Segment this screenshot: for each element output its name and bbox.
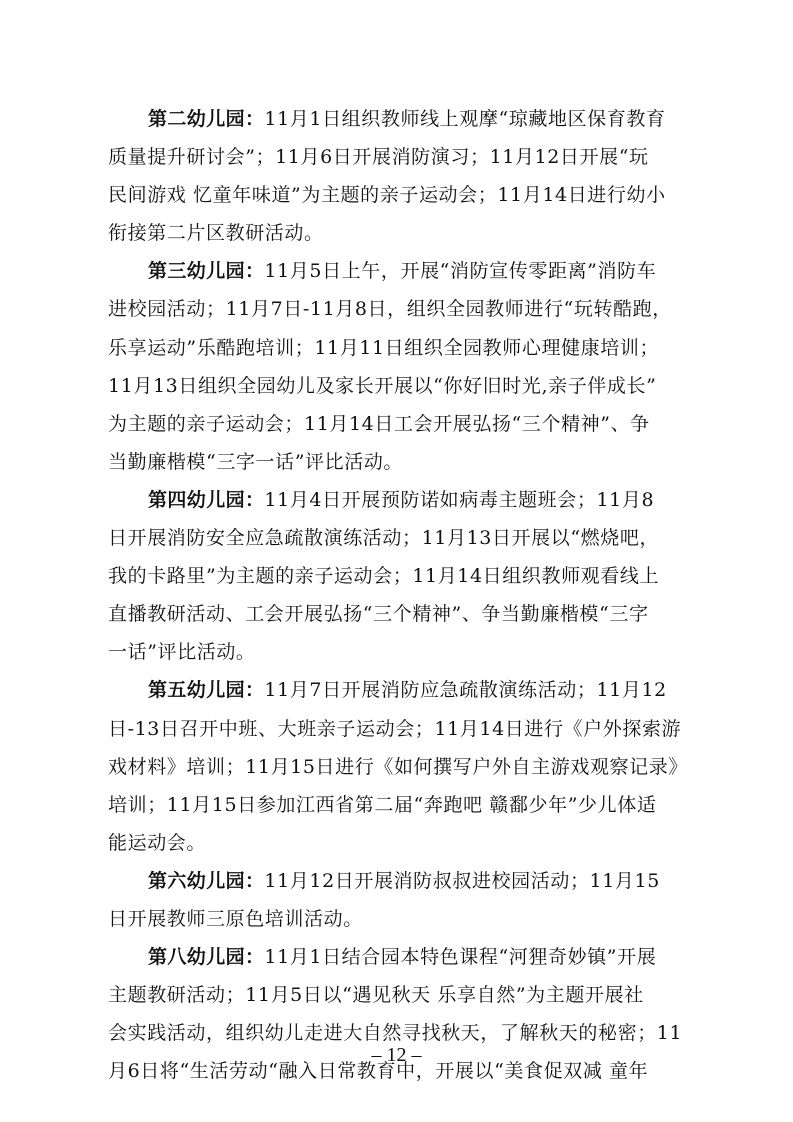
paragraph-line (108, 862, 708, 900)
paragraph-kindergarten-6 (108, 862, 708, 938)
paragraph-line: 为主题的亲子运动会；11月14日工会开展弘扬“三个精神”、争 (108, 412, 650, 435)
paragraph-line (108, 938, 708, 976)
paragraph-line: 衔接第二片区教研活动。 (108, 222, 324, 245)
paragraph-text: 11月7日开展消防应急疏散演练活动；11月12 (264, 679, 667, 702)
paragraph-line: 日-13日召开中班、大班亲子运动会；11月14日进行《户外探索游 (108, 717, 682, 740)
paragraph-kindergarten-4 (108, 481, 708, 671)
document-body (108, 100, 708, 1090)
paragraph-text: 11月12日开展消防叔叔进校园活动；11月15 (264, 869, 660, 892)
paragraph-line: 会实践活动，组织幼儿走进大自然寻找秋天，了解秋天的秘密；11 (108, 1022, 683, 1045)
paragraph-line (108, 481, 708, 519)
paragraph-line: 民间游戏 忆童年味道”为主题的亲子运动会；11月14日进行幼小 (108, 184, 666, 207)
paragraph-line: 直播教研活动、工会开展弘扬“三个精神”、争当勤廉楷模“三字 (108, 603, 649, 626)
paragraph-line: 当勤廉楷模“三字一话”评比活动。 (108, 450, 404, 473)
paragraph-text: 11月4日开展预防诺如病毒主题班会；11月8 (264, 488, 655, 511)
paragraph-line: 日开展教师三原色培训活动。 (108, 907, 363, 930)
paragraph-line: 戏材料》培训；11月15日进行《如何撰写户外自主游戏观察记录》 (108, 755, 688, 778)
paragraph-line: 能运动会。 (108, 831, 207, 854)
page-number: – 12 – (371, 1044, 422, 1066)
paragraph-line (108, 100, 708, 138)
paragraph-heading: 第二幼儿园： (148, 108, 265, 130)
paragraph-heading: 第八幼儿园： (148, 946, 265, 969)
paragraph-line: 乐享运动”乐酷跑培训；11月11日组织全园教师心理健康培训； (108, 336, 660, 359)
paragraph-line: 培训；11月15日参加江西省第二届“奔跑吧 赣鄱少年”少儿体适 (108, 793, 657, 816)
paragraph-line (108, 671, 708, 709)
paragraph-kindergarten-5 (108, 671, 708, 861)
paragraph-line: 质量提升研讨会”；11月6日开展消防演习；11月12日开展“玩 (108, 146, 649, 169)
paragraph-kindergarten-3 (108, 252, 708, 481)
paragraph-line: 我的卡路里”为主题的亲子运动会；11月14日组织教师观看线上 (108, 565, 660, 588)
paragraph-heading: 第五幼儿园： (148, 679, 265, 702)
paragraph-line: 进校园活动；11月7日-11月8日，组织全园教师进行“玩转酷跑， (108, 298, 672, 321)
paragraph-heading: 第三幼儿园： (148, 260, 265, 283)
paragraph-line (108, 252, 708, 290)
paragraph-line: 一话”评比活动。 (108, 641, 256, 664)
paragraph-text: 11月1日结合园本特色课程“河狸奇妙镇”开展 (264, 946, 657, 969)
paragraph-line: 日开展消防安全应急疏散演练活动；11月13日开展以“燃烧吧， (108, 527, 660, 550)
paragraph-text: 11月1日组织教师线上观摩“琼藏地区保育教育 (264, 108, 666, 130)
paragraph-line: 11月13日组织全园幼儿及家长开展以“你好旧时光,亲子伴成长” (108, 374, 657, 397)
paragraph-text: 11月5日上午，开展“消防宣传零距离”消防车 (264, 260, 657, 283)
paragraph-heading: 第四幼儿园： (148, 488, 265, 511)
paragraph-kindergarten-2 (108, 100, 708, 252)
paragraph-line: 月6日将“生活劳动“融入日常教育中，开展以“美食促双减 童年 (108, 1060, 649, 1083)
paragraph-line: 主题教研活动；11月5日以“遇见秋天 乐享自然”为主题开展社 (108, 984, 644, 1007)
paragraph-heading: 第六幼儿园： (148, 869, 265, 892)
paragraph-kindergarten-8 (108, 938, 708, 1090)
